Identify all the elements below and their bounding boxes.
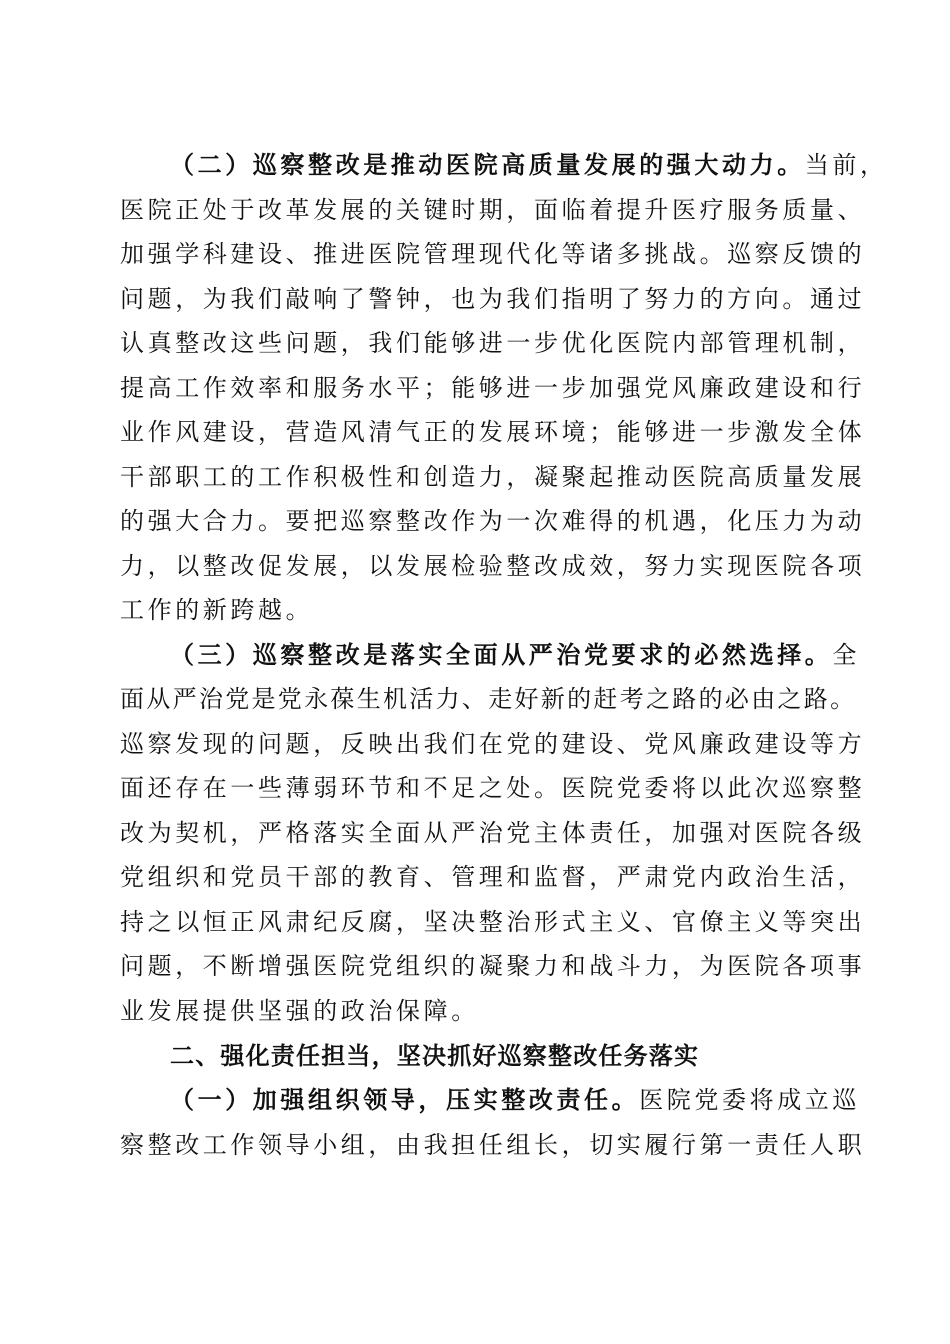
subsection-heading-1: （一）加强组织领导，压实整改责任。: [170, 1085, 640, 1114]
paragraph-3-line-5: 改为契机，严格落实全面从严治党主体责任，加强对医院各级: [120, 819, 866, 847]
paragraph-3-line-7: 持之以恒正风肃纪反腐，坚决整治形式主义、官僚主义等突出: [120, 908, 866, 936]
paragraph-text: 全: [832, 641, 861, 669]
paragraph-2-line-8: 干部职工的工作积极性和创造力，凝聚起推动医院高质量发展: [120, 463, 866, 491]
paragraph-2-line-6: 提高工作效率和服务水平；能够进一步加强党风廉政建设和行: [120, 374, 866, 402]
paragraph-3-line-9: 业发展提供坚强的政治保障。: [120, 997, 479, 1025]
paragraph-2-line-7: 业作风建设，营造风清气正的发展环境；能够进一步激发全体: [120, 418, 866, 446]
paragraph-2-line-9: 的强大合力。要把巡察整改作为一次难得的机遇，化压力为动: [120, 507, 866, 535]
paragraph-3-line-8: 问题，不断增强医院党组织的凝聚力和战斗力，为医院各项事: [120, 952, 866, 980]
paragraph-3-line-6: 党组织和党员干部的教育、管理和监督，严肃党内政治生活，: [120, 863, 866, 891]
paragraph-3-line-4: 面还存在一些薄弱环节和不足之处。医院党委将以此次巡察整: [120, 774, 866, 802]
paragraph-4-line-2: 察整改工作领导小组，由我担任组长，切实履行第一责任人职: [120, 1131, 866, 1159]
paragraph-2-line-11: 工作的新跨越。: [120, 596, 314, 624]
subsection-heading-3: （三）巡察整改是落实全面从严治党要求的必然选择。: [170, 640, 833, 669]
paragraph-3-line-1: [170, 635, 860, 675]
paragraph-2-line-4: 问题，为我们敲响了警钟，也为我们指明了努力的方向。通过: [120, 285, 866, 313]
paragraph-text: 当前，: [804, 151, 888, 179]
paragraph-3-line-3: 巡察发现的问题，反映出我们在党的建设、党风廉政建设等方: [120, 730, 866, 758]
paragraph-2-line-10: 力，以整改促发展，以发展检验整改成效，努力实现医院各项: [120, 552, 866, 580]
paragraph-3-line-2: 面从严治党是党永葆生机活力、走好新的赶考之路的必由之路。: [120, 685, 857, 713]
paragraph-text: 医院党委将成立巡: [639, 1086, 861, 1114]
subsection-heading-2: （二）巡察整改是推动医院高质量发展的强大动力。: [170, 150, 805, 179]
section-heading-2: 二、强化责任担当，坚决抓好巡察整改任务落实: [170, 1042, 700, 1070]
paragraph-2-line-2: 医院正处于改革发展的关键时期，面临着提升医疗服务质量、: [120, 196, 866, 224]
paragraph-4-line-1: [170, 1080, 860, 1120]
paragraph-2-line-5: 认真整改这些问题，我们能够进一步优化医院内部管理机制，: [120, 329, 866, 357]
paragraph-2-line-3: 加强学科建设、推进医院管理现代化等诸多挑战。巡察反馈的: [120, 240, 866, 268]
paragraph-2-line-1: [170, 145, 888, 185]
